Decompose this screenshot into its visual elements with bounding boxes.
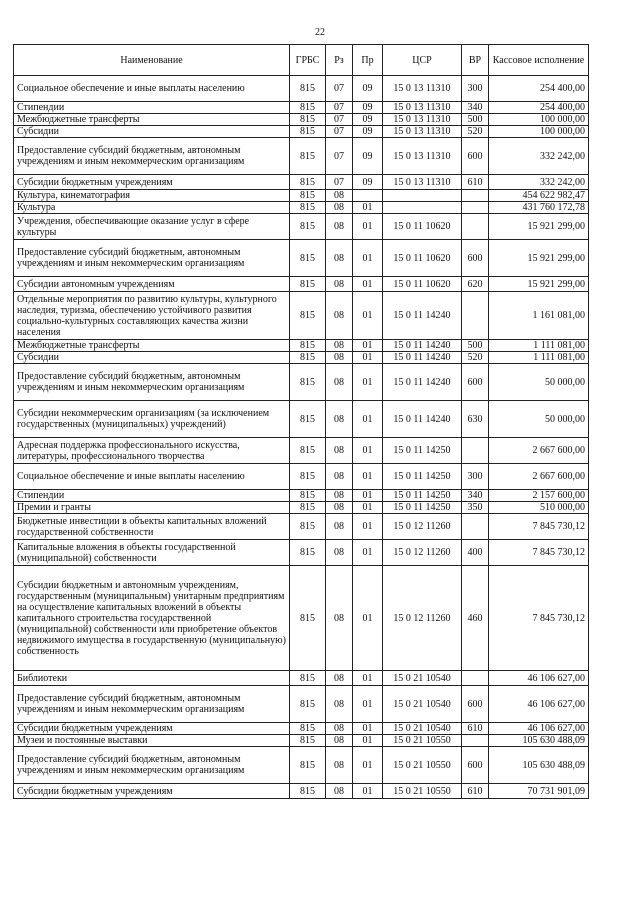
header-name: Наименование — [14, 45, 290, 76]
table-cell-name: Субсидии бюджетным учреждениям — [14, 723, 290, 735]
table-row — [14, 540, 589, 566]
table-cell-name: Стипендии — [14, 102, 290, 114]
table-cell-pr: 01 — [353, 214, 383, 240]
table-cell-csr: 15 0 11 14240 — [383, 352, 462, 364]
table-cell-name: Библиотеки — [14, 671, 290, 686]
table-cell-csr: 15 0 11 14250 — [383, 438, 462, 464]
table-cell-grbs: 815 — [290, 240, 326, 277]
table-cell-csr: 15 0 12 11260 — [383, 566, 462, 671]
table-cell-pr: 01 — [353, 735, 383, 747]
header-rz: Рз — [326, 45, 353, 76]
table-cell-csr: 15 0 13 11310 — [383, 126, 462, 138]
table-cell-pr: 01 — [353, 490, 383, 502]
table-row — [14, 401, 589, 438]
table-cell-amount: 46 106 627,00 — [489, 686, 589, 723]
table-cell-rz: 08 — [326, 364, 353, 401]
table-cell-name: Предоставление субсидий бюджетным, автономным учреждениям и иным некоммерческим организациям — [14, 747, 290, 784]
table-cell-rz: 08 — [326, 566, 353, 671]
table-cell-vr: 300 — [462, 76, 489, 102]
table-cell-csr: 15 0 11 10620 — [383, 277, 462, 292]
table-row — [14, 735, 589, 747]
table-cell-rz: 07 — [326, 76, 353, 102]
table-cell-grbs: 815 — [290, 76, 326, 102]
table-row — [14, 126, 589, 138]
table-cell-name: Субсидии бюджетным учреждениям — [14, 784, 290, 799]
table-cell-amount: 1 111 081,00 — [489, 340, 589, 352]
table-cell-amount: 431 760 172,78 — [489, 202, 589, 214]
table-cell-name: Отдельные мероприятия по развитию культуры, культурного наследия, туризма, обеспечению устойчивого развития социально-культурных составляющих качества жизни населения — [14, 292, 290, 340]
table-cell-pr: 01 — [353, 464, 383, 490]
header-vr: ВР — [462, 45, 489, 76]
table-cell-grbs: 815 — [290, 671, 326, 686]
table-cell-name: Учреждения, обеспечивающие оказание услуг в сфере культуры — [14, 214, 290, 240]
table-cell-csr: 15 0 11 14240 — [383, 364, 462, 401]
table-row — [14, 340, 589, 352]
table-cell-pr: 01 — [353, 292, 383, 340]
table-row — [14, 214, 589, 240]
table-cell-grbs: 815 — [290, 138, 326, 175]
table-cell-rz: 08 — [326, 723, 353, 735]
table-cell-grbs: 815 — [290, 190, 326, 202]
table-cell-name: Субсидии бюджетным учреждениям — [14, 175, 290, 190]
table-cell-csr: 15 0 21 10550 — [383, 784, 462, 799]
table-row — [14, 138, 589, 175]
table-row — [14, 114, 589, 126]
table-cell-rz: 07 — [326, 138, 353, 175]
table-cell-pr: 01 — [353, 340, 383, 352]
table-row — [14, 352, 589, 364]
table-row — [14, 723, 589, 735]
table-cell-vr: 610 — [462, 175, 489, 190]
table-cell-grbs: 815 — [290, 735, 326, 747]
table-cell-pr: 01 — [353, 784, 383, 799]
table-cell-amount: 454 622 982,47 — [489, 190, 589, 202]
table-cell-name: Стипендии — [14, 490, 290, 502]
table-cell-pr: 09 — [353, 114, 383, 126]
table-cell-grbs: 815 — [290, 292, 326, 340]
table-cell-vr — [462, 438, 489, 464]
table-cell-name: Премии и гранты — [14, 502, 290, 514]
table-cell-amount: 100 000,00 — [489, 126, 589, 138]
table-cell-rz: 08 — [326, 735, 353, 747]
table-cell-name: Предоставление субсидий бюджетным, автономным учреждениям и иным некоммерческим организациям — [14, 364, 290, 401]
table-cell-rz: 08 — [326, 514, 353, 540]
table-cell-csr — [383, 190, 462, 202]
header-grbs: ГРБС — [290, 45, 326, 76]
table-cell-amount: 105 630 488,09 — [489, 735, 589, 747]
table-row — [14, 364, 589, 401]
table-cell-pr: 09 — [353, 102, 383, 114]
table-row — [14, 190, 589, 202]
table-cell-vr: 350 — [462, 502, 489, 514]
table-cell-grbs: 815 — [290, 202, 326, 214]
table-cell-amount: 7 845 730,12 — [489, 566, 589, 671]
table-cell-vr: 600 — [462, 747, 489, 784]
table-cell-vr: 630 — [462, 401, 489, 438]
table-cell-rz: 08 — [326, 292, 353, 340]
table-cell-amount: 2 667 600,00 — [489, 464, 589, 490]
table-cell-pr — [353, 190, 383, 202]
table-cell-pr: 01 — [353, 438, 383, 464]
table-cell-csr: 15 0 13 11310 — [383, 76, 462, 102]
table-cell-name: Субсидии — [14, 126, 290, 138]
table-cell-csr: 15 0 13 11310 — [383, 138, 462, 175]
table-cell-vr: 610 — [462, 784, 489, 799]
table-body — [14, 76, 589, 799]
table-cell-vr: 340 — [462, 490, 489, 502]
table-cell-grbs: 815 — [290, 401, 326, 438]
table-cell-grbs: 815 — [290, 438, 326, 464]
table-cell-rz: 08 — [326, 202, 353, 214]
header-amount: Кассовое исполнение — [489, 45, 589, 76]
table-cell-grbs: 815 — [290, 214, 326, 240]
table-cell-rz: 07 — [326, 126, 353, 138]
table-cell-rz: 07 — [326, 114, 353, 126]
table-cell-pr: 01 — [353, 364, 383, 401]
table-cell-vr: 600 — [462, 240, 489, 277]
table-cell-grbs: 815 — [290, 340, 326, 352]
table-cell-rz: 08 — [326, 747, 353, 784]
table-cell-name: Предоставление субсидий бюджетным, автономным учреждениям и иным некоммерческим организациям — [14, 138, 290, 175]
table-cell-amount: 15 921 299,00 — [489, 277, 589, 292]
table-cell-vr — [462, 671, 489, 686]
page-number: 22 — [315, 27, 325, 38]
table-cell-csr: 15 0 11 14240 — [383, 340, 462, 352]
table-cell-csr: 15 0 21 10550 — [383, 735, 462, 747]
table-cell-pr: 09 — [353, 175, 383, 190]
table-cell-csr: 15 0 13 11310 — [383, 114, 462, 126]
table-cell-pr: 01 — [353, 352, 383, 364]
table-cell-grbs: 815 — [290, 102, 326, 114]
table-row — [14, 464, 589, 490]
table-cell-grbs: 815 — [290, 490, 326, 502]
table-cell-rz: 08 — [326, 502, 353, 514]
table-cell-name: Субсидии автономным учреждениям — [14, 277, 290, 292]
table-row — [14, 102, 589, 114]
table-row — [14, 784, 589, 799]
table-cell-csr: 15 0 12 11260 — [383, 540, 462, 566]
table-cell-vr: 460 — [462, 566, 489, 671]
table-cell-csr: 15 0 21 10540 — [383, 686, 462, 723]
table-cell-pr: 01 — [353, 671, 383, 686]
table-cell-pr: 01 — [353, 240, 383, 277]
table-row — [14, 202, 589, 214]
table-cell-rz: 08 — [326, 240, 353, 277]
table-cell-rz: 08 — [326, 401, 353, 438]
table-cell-amount: 7 845 730,12 — [489, 514, 589, 540]
table-cell-vr — [462, 190, 489, 202]
table-cell-amount: 254 400,00 — [489, 102, 589, 114]
table-cell-grbs: 815 — [290, 114, 326, 126]
table-cell-amount: 50 000,00 — [489, 364, 589, 401]
table-cell-name: Капитальные вложения в объекты государственной (муниципальной) собственности — [14, 540, 290, 566]
table-cell-grbs: 815 — [290, 277, 326, 292]
header-csr: ЦСР — [383, 45, 462, 76]
table-cell-rz: 07 — [326, 102, 353, 114]
table-cell-csr — [383, 202, 462, 214]
table-cell-csr: 15 0 11 10620 — [383, 214, 462, 240]
table-cell-grbs: 815 — [290, 540, 326, 566]
table-cell-grbs: 815 — [290, 364, 326, 401]
table-row — [14, 292, 589, 340]
table-cell-pr: 01 — [353, 723, 383, 735]
table-row — [14, 566, 589, 671]
table-row — [14, 240, 589, 277]
table-cell-amount: 46 106 627,00 — [489, 671, 589, 686]
table-cell-name: Межбюджетные трансферты — [14, 340, 290, 352]
table-cell-csr: 15 0 11 10620 — [383, 240, 462, 277]
table-cell-name: Музеи и постоянные выставки — [14, 735, 290, 747]
table-cell-amount: 332 242,00 — [489, 175, 589, 190]
table-row — [14, 502, 589, 514]
table-cell-pr: 01 — [353, 540, 383, 566]
table-cell-grbs: 815 — [290, 747, 326, 784]
table-cell-vr: 520 — [462, 126, 489, 138]
table-cell-name: Культура, кинематография — [14, 190, 290, 202]
budget-execution-table — [13, 44, 589, 799]
table-cell-amount: 2 667 600,00 — [489, 438, 589, 464]
table-cell-pr: 01 — [353, 747, 383, 784]
table-cell-rz: 08 — [326, 352, 353, 364]
table-cell-amount: 46 106 627,00 — [489, 723, 589, 735]
table-cell-csr: 15 0 13 11310 — [383, 175, 462, 190]
table-cell-name: Предоставление субсидий бюджетным, автономным учреждениям и иным некоммерческим организациям — [14, 240, 290, 277]
table-row — [14, 747, 589, 784]
table-cell-grbs: 815 — [290, 126, 326, 138]
table-cell-rz: 08 — [326, 214, 353, 240]
table-cell-vr: 340 — [462, 102, 489, 114]
table-cell-vr: 400 — [462, 540, 489, 566]
table-cell-rz: 08 — [326, 438, 353, 464]
table-cell-vr: 600 — [462, 686, 489, 723]
table-cell-grbs: 815 — [290, 784, 326, 799]
table-cell-vr — [462, 214, 489, 240]
table-cell-grbs: 815 — [290, 502, 326, 514]
table-cell-pr: 01 — [353, 502, 383, 514]
table-cell-rz: 08 — [326, 671, 353, 686]
table-cell-csr: 15 0 12 11260 — [383, 514, 462, 540]
table-cell-vr: 600 — [462, 364, 489, 401]
table-cell-vr: 500 — [462, 340, 489, 352]
table-cell-pr: 01 — [353, 202, 383, 214]
table-cell-amount: 100 000,00 — [489, 114, 589, 126]
table-row — [14, 686, 589, 723]
table-cell-amount: 70 731 901,09 — [489, 784, 589, 799]
table-row — [14, 490, 589, 502]
table-cell-rz: 08 — [326, 540, 353, 566]
table-cell-csr: 15 0 21 10540 — [383, 723, 462, 735]
table-cell-rz: 08 — [326, 464, 353, 490]
table-cell-csr: 15 0 11 14250 — [383, 464, 462, 490]
table-cell-grbs: 815 — [290, 175, 326, 190]
table-cell-amount: 50 000,00 — [489, 401, 589, 438]
table-cell-grbs: 815 — [290, 514, 326, 540]
table-row — [14, 175, 589, 190]
table-cell-pr: 01 — [353, 514, 383, 540]
table-cell-pr: 01 — [353, 277, 383, 292]
table-cell-name: Межбюджетные трансферты — [14, 114, 290, 126]
table-cell-rz: 08 — [326, 340, 353, 352]
table-cell-amount: 7 845 730,12 — [489, 540, 589, 566]
table-cell-csr: 15 0 21 10540 — [383, 671, 462, 686]
table-cell-amount: 105 630 488,09 — [489, 747, 589, 784]
table-cell-grbs: 815 — [290, 723, 326, 735]
table-cell-name: Субсидии бюджетным и автономным учреждениям, государственным (муниципальным) унитарным предприятиям на осуществление капитальных вложений в объекты капитального строительства государственной (муниципальной) собственности или приобретение объектов недвижимого имущества в государственную (муниципальную) собственность — [14, 566, 290, 671]
table-cell-name: Бюджетные инвестиции в объекты капитальных вложений государственной собственности — [14, 514, 290, 540]
table-cell-rz: 08 — [326, 190, 353, 202]
table-cell-pr: 01 — [353, 401, 383, 438]
table-cell-name: Адресная поддержка профессионального искусства, литературы, профессионального творчества — [14, 438, 290, 464]
table-row — [14, 514, 589, 540]
table-cell-amount: 332 242,00 — [489, 138, 589, 175]
table-cell-csr: 15 0 11 14240 — [383, 292, 462, 340]
table-cell-vr: 620 — [462, 277, 489, 292]
table-cell-rz: 07 — [326, 175, 353, 190]
table-cell-vr: 520 — [462, 352, 489, 364]
table-row — [14, 277, 589, 292]
table-cell-rz: 08 — [326, 686, 353, 723]
table-cell-rz: 08 — [326, 490, 353, 502]
table-cell-csr: 15 0 11 14250 — [383, 502, 462, 514]
table-cell-amount: 1 161 081,00 — [489, 292, 589, 340]
table-cell-grbs: 815 — [290, 352, 326, 364]
table-cell-name: Социальное обеспечение и иные выплаты населению — [14, 76, 290, 102]
table-cell-vr — [462, 514, 489, 540]
table-cell-csr: 15 0 13 11310 — [383, 102, 462, 114]
table-cell-vr — [462, 202, 489, 214]
table-cell-pr: 09 — [353, 138, 383, 175]
table-cell-vr — [462, 735, 489, 747]
table-cell-vr: 600 — [462, 138, 489, 175]
table-cell-pr: 01 — [353, 686, 383, 723]
table-cell-amount: 2 157 600,00 — [489, 490, 589, 502]
table-cell-name: Субсидии некоммерческим организациям (за исключением государственных (муниципальных) учреждений) — [14, 401, 290, 438]
table-cell-pr: 09 — [353, 76, 383, 102]
table-cell-name: Социальное обеспечение и иные выплаты населению — [14, 464, 290, 490]
table-cell-grbs: 815 — [290, 686, 326, 723]
table-cell-vr: 300 — [462, 464, 489, 490]
header-pr: Пр — [353, 45, 383, 76]
table-cell-pr: 09 — [353, 126, 383, 138]
table-cell-grbs: 815 — [290, 464, 326, 490]
table-cell-csr: 15 0 21 10550 — [383, 747, 462, 784]
table-cell-rz: 08 — [326, 277, 353, 292]
table-cell-grbs: 815 — [290, 566, 326, 671]
table-cell-name: Культура — [14, 202, 290, 214]
table-cell-pr: 01 — [353, 566, 383, 671]
table-cell-amount: 15 921 299,00 — [489, 214, 589, 240]
table-cell-amount: 15 921 299,00 — [489, 240, 589, 277]
table-cell-amount: 510 000,00 — [489, 502, 589, 514]
table-row — [14, 438, 589, 464]
table-cell-csr: 15 0 11 14250 — [383, 490, 462, 502]
table-cell-vr — [462, 292, 489, 340]
table-row — [14, 671, 589, 686]
table-cell-amount: 254 400,00 — [489, 76, 589, 102]
table-cell-csr: 15 0 11 14240 — [383, 401, 462, 438]
table-row — [14, 76, 589, 102]
table-cell-rz: 08 — [326, 784, 353, 799]
table-cell-vr: 610 — [462, 723, 489, 735]
table-cell-amount: 1 111 081,00 — [489, 352, 589, 364]
table-header-row — [14, 45, 589, 76]
table-cell-vr: 500 — [462, 114, 489, 126]
table-cell-name: Субсидии — [14, 352, 290, 364]
table-cell-name: Предоставление субсидий бюджетным, автономным учреждениям и иным некоммерческим организациям — [14, 686, 290, 723]
